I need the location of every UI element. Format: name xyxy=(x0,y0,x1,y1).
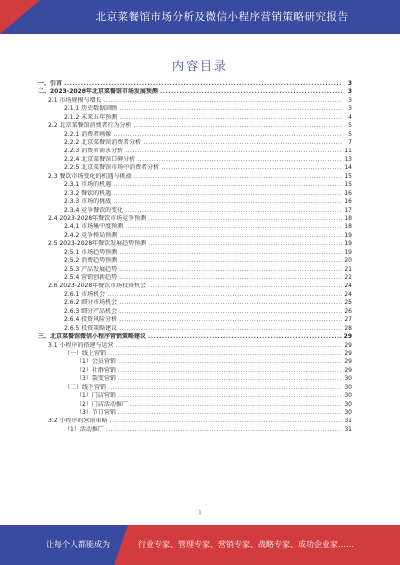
toc-leader-dots xyxy=(148,333,342,341)
toc-entry[interactable] xyxy=(38,367,352,375)
toc-entry[interactable] xyxy=(38,240,352,248)
toc-entry-label: （1）会员营销 xyxy=(76,358,116,366)
toc-entry-label: 一、引言 xyxy=(38,80,63,87)
toc-leader-dots xyxy=(119,105,342,113)
toc-entry[interactable] xyxy=(38,291,352,299)
toc-entry-page: 29 xyxy=(344,366,352,374)
toc-entry[interactable] xyxy=(38,426,352,434)
toc-leader-dots xyxy=(125,207,342,215)
toc-entry-label: 2.4 2023-2028年餐饮市场竞争预测 xyxy=(48,215,147,222)
toc-entry-page: 25 xyxy=(344,299,352,307)
toc-entry[interactable] xyxy=(38,190,352,198)
toc-entry[interactable] xyxy=(38,283,352,291)
toc-entry-page: 29 xyxy=(344,350,352,357)
toc-entry[interactable] xyxy=(38,131,352,139)
toc-entry[interactable] xyxy=(38,114,352,122)
toc-entry-page: 28 xyxy=(344,324,352,332)
toc-leader-dots xyxy=(113,181,342,189)
toc-entry-label: 2.4.2 竞争格局预测 xyxy=(64,231,118,239)
toc-entry-label: 2.2.5 北京菜餐馆市场中消费者分析 xyxy=(64,164,160,172)
toc-entry-label: 2.5.4 营销创新趋势 xyxy=(64,274,118,282)
toc-entry[interactable] xyxy=(38,342,352,350)
toc-entry-page: 19 xyxy=(344,240,352,248)
toc-entry-label: 2.5.1 市场趋势预测 xyxy=(64,248,118,256)
toc-leader-dots xyxy=(148,215,342,223)
toc-entry[interactable] xyxy=(38,358,352,366)
toc-entry-label: （3）节日营销 xyxy=(76,409,116,417)
toc-entry[interactable] xyxy=(38,173,352,181)
toc-entry-label: （3）裂变营销 xyxy=(76,375,116,383)
toc-entry-label: 2.3.2 餐饮的机遇 xyxy=(64,189,112,197)
toc-entry[interactable] xyxy=(38,392,352,400)
toc-entry-label: 2.3.3 市场的挑战 xyxy=(64,198,112,206)
toc-entry[interactable] xyxy=(38,316,352,324)
toc-entry-page: 16 xyxy=(344,198,352,206)
toc-entry-label: （二）线下营销 xyxy=(64,383,107,391)
toc-entry-page: 19 xyxy=(344,231,352,239)
toc-entry-page: 18 xyxy=(344,215,352,222)
toc-entry-label: 2.4.1 市场集中度预测 xyxy=(64,223,124,231)
toc-entry-label: 2.1.2 未来五年预测 xyxy=(64,113,118,121)
toc-entry-label: （2）门店活动推广 xyxy=(76,400,128,408)
toc-leader-dots xyxy=(125,223,342,231)
toc-leader-dots xyxy=(118,409,342,417)
toc-entry-label: 2.2 北京菜餐馆消费者行为分析 xyxy=(48,122,132,130)
toc-entry-page: 7 xyxy=(348,139,352,147)
toc-entry-label: （1）门店营销 xyxy=(76,392,116,400)
table-of-contents xyxy=(38,80,352,434)
toc-leader-dots xyxy=(148,240,342,248)
toc-entry-page: 30 xyxy=(344,392,352,400)
footer-banner xyxy=(0,525,400,565)
toc-leader-dots xyxy=(119,249,342,257)
toc-entry-page: 17 xyxy=(344,206,352,214)
toc-entry-label: 2.6.2 细分市场机会 xyxy=(64,299,118,307)
toc-entry-label: 2.2.4 北京菜餐馆口碑分析 xyxy=(64,155,136,163)
toc-leader-dots xyxy=(161,164,342,172)
toc-entry[interactable] xyxy=(38,181,352,189)
toc-entry[interactable] xyxy=(38,223,352,231)
toc-entry[interactable] xyxy=(38,105,352,113)
toc-entry-page: 30 xyxy=(344,409,352,417)
toc-entry-page: 4 xyxy=(348,113,352,121)
toc-leader-dots xyxy=(108,384,342,392)
footer-right xyxy=(128,525,400,565)
toc-entry-page: 16 xyxy=(344,189,352,197)
toc-leader-dots xyxy=(103,97,342,105)
toc-entry-page: 3 xyxy=(347,88,352,96)
toc-entry-page: 31 xyxy=(344,417,352,425)
toc-leader-dots xyxy=(115,342,342,350)
toc-leader-dots xyxy=(118,375,342,383)
toc-leader-dots xyxy=(107,291,342,299)
toc-entry-page: 24 xyxy=(344,282,352,290)
toc-leader-dots xyxy=(64,80,342,88)
toc-entry-page: 13 xyxy=(344,155,352,163)
toc-entry-page: 14 xyxy=(344,164,352,172)
toc-entry-page: 3 xyxy=(348,96,352,104)
toc-entry-page: 19 xyxy=(344,248,352,256)
toc-entry-page: 11 xyxy=(344,147,352,155)
toc-entry-page: 15 xyxy=(344,172,352,180)
toc-entry-page: 5 xyxy=(348,122,352,130)
toc-leader-dots xyxy=(113,131,342,139)
toc-entry-label: 2.5.2 消费趋势预测 xyxy=(64,257,118,265)
toc-entry[interactable] xyxy=(38,198,352,206)
toc-entry-label: 2.5 2023-2028年餐饮发展趋势预测 xyxy=(48,240,147,248)
toc-entry-page: 21 xyxy=(344,265,352,273)
page-number: 1 xyxy=(198,510,202,516)
toc-leader-dots xyxy=(143,139,342,147)
toc-entry[interactable] xyxy=(38,418,352,426)
toc-entry[interactable] xyxy=(38,215,352,223)
toc-leader-dots xyxy=(133,173,342,181)
toc-leader-dots xyxy=(119,308,342,316)
toc-leader-dots xyxy=(119,325,342,333)
toc-entry[interactable] xyxy=(38,88,352,96)
toc-entry[interactable] xyxy=(38,80,352,88)
toc-entry-page: 31 xyxy=(344,425,352,433)
toc-entry-page: 27 xyxy=(344,316,352,324)
toc-entry-label: （2）社群营销 xyxy=(76,366,116,374)
toc-entry-label: 三、北京菜餐馆微信小程序营销策略建议 xyxy=(38,333,147,341)
toc-entry[interactable] xyxy=(38,232,352,240)
toc-entry[interactable] xyxy=(38,139,352,147)
toc-entry[interactable] xyxy=(38,384,352,392)
toc-leader-dots xyxy=(106,426,342,434)
toc-leader-dots xyxy=(118,367,342,375)
toc-entry-label: 2.2.3 消费者需求分析 xyxy=(64,147,124,155)
toc-leader-dots xyxy=(119,274,342,282)
toc-entry-page: 15 xyxy=(344,181,352,189)
toc-leader-dots xyxy=(130,401,342,409)
toc-entry[interactable] xyxy=(38,148,352,156)
toc-entry-page: 29 xyxy=(344,358,352,366)
header-banner xyxy=(0,0,400,34)
toc-heading: 内容目录 xyxy=(171,59,228,73)
toc-entry-page: 24 xyxy=(344,290,352,298)
toc-leader-dots xyxy=(125,148,342,156)
toc-entry-label: 2.3 餐饮市场变化的机遇与挑战 xyxy=(48,172,132,180)
toc-entry[interactable] xyxy=(38,299,352,307)
toc-leader-dots xyxy=(119,316,342,324)
toc-entry[interactable] xyxy=(38,257,352,265)
toc-entry[interactable] xyxy=(38,375,352,383)
toc-leader-dots xyxy=(108,350,342,358)
toc-entry-page: 20 xyxy=(344,257,352,265)
toc-leader-dots xyxy=(133,122,342,130)
toc-leader-dots xyxy=(119,114,342,122)
toc-entry[interactable] xyxy=(38,266,352,274)
toc-leader-dots xyxy=(109,418,342,426)
toc-entry-page: 30 xyxy=(344,400,352,408)
toc-entry-label: 2.1 市场规模与增长 xyxy=(48,96,102,104)
toc-entry-label: 2.5.3 产品发展趋势 xyxy=(64,265,118,273)
toc-leader-dots xyxy=(119,266,342,274)
toc-entry-label: 二、2023-2028年北京菜餐馆市场发展预测 xyxy=(38,88,158,96)
toc-entry-label: 2.6.4 投资风险分析 xyxy=(64,316,118,324)
toc-entry[interactable] xyxy=(38,325,352,333)
toc-entry-label: 2.2.1 消费者画像 xyxy=(64,130,112,138)
toc-entry-page: 29 xyxy=(344,341,352,349)
toc-entry-label: 2.6.1 市场机会 xyxy=(64,290,106,298)
toc-leader-dots xyxy=(160,88,342,96)
toc-entry[interactable] xyxy=(38,401,352,409)
toc-leader-dots xyxy=(113,190,342,198)
toc-entry-label: 2.6 2023-2028年餐饮市场投资机会 xyxy=(48,282,147,290)
toc-leader-dots xyxy=(113,198,342,206)
toc-entry-label: 2.6.3 细分产品机会 xyxy=(64,307,118,315)
toc-entry[interactable] xyxy=(38,249,352,257)
report-title: 北京菜餐馆市场分析及微信小程序营销策略研究报告 xyxy=(95,11,349,23)
toc-leader-dots xyxy=(118,392,342,400)
toc-entry-page: 29 xyxy=(343,333,352,341)
toc-leader-dots xyxy=(119,232,342,240)
toc-entry-label: 2.3.1 市场的机遇 xyxy=(64,181,112,189)
footer-slogan-right: 行业专家、管理专家、营销专家、战略专家、成功企业家…… xyxy=(138,540,354,549)
toc-entry-page: 5 xyxy=(348,130,352,138)
toc-entry[interactable] xyxy=(38,274,352,282)
toc-entry[interactable] xyxy=(38,164,352,172)
toc-entry-label: 2.2.2 北京菜餐馆消费者分析 xyxy=(64,139,142,147)
toc-entry-page: 18 xyxy=(344,223,352,231)
toc-entry-page: 22 xyxy=(344,274,352,282)
toc-entry[interactable] xyxy=(38,122,352,130)
footer-left xyxy=(0,525,128,565)
toc-entry-label: 2.1.1 历史数据回顾 xyxy=(64,105,118,113)
toc-entry[interactable] xyxy=(38,350,352,358)
toc-entry[interactable] xyxy=(38,97,352,105)
toc-entry-page: 3 xyxy=(347,80,352,87)
toc-entry[interactable] xyxy=(38,156,352,164)
toc-leader-dots xyxy=(119,299,342,307)
toc-entry-page: 30 xyxy=(344,383,352,391)
toc-entry-label: （一）线上营销 xyxy=(64,350,107,357)
toc-entry[interactable] xyxy=(38,207,352,215)
toc-leader-dots xyxy=(119,257,342,265)
toc-entry[interactable] xyxy=(38,409,352,417)
toc-entry-page: 30 xyxy=(344,375,352,383)
toc-entry-page: 26 xyxy=(344,307,352,315)
toc-entry-label: （1）活动推广 xyxy=(64,425,104,433)
toc-leader-dots xyxy=(137,156,342,164)
toc-entry-label: 3.2 小程序的营销策略 xyxy=(48,417,108,425)
toc-entry-label: 2.3.4 竞争餐饮的变化 xyxy=(64,206,124,214)
header-accent xyxy=(0,0,40,34)
toc-entry[interactable] xyxy=(38,333,352,341)
footer-slogan-left: 让每个人都能成为 xyxy=(46,540,110,549)
toc-entry-page: 3 xyxy=(348,105,352,113)
toc-entry-label: 2.6.5 投资策略建议 xyxy=(64,324,118,332)
toc-entry[interactable] xyxy=(38,308,352,316)
toc-leader-dots xyxy=(148,283,342,291)
toc-entry-label: 3.1 小程序的搭建与运营 xyxy=(48,341,114,349)
toc-leader-dots xyxy=(118,358,342,366)
